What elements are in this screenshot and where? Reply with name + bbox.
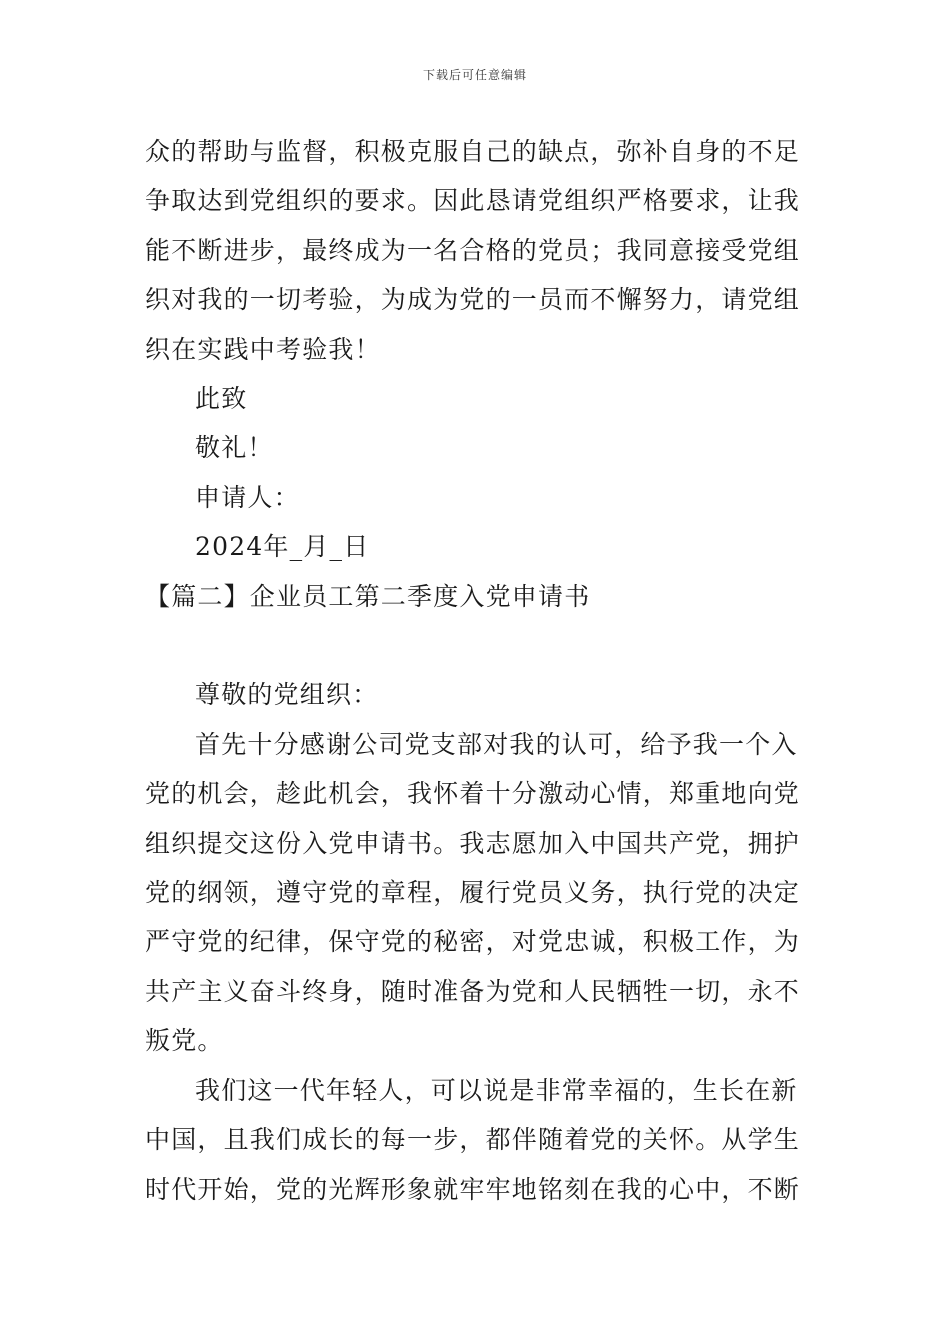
- paragraph-1-line: 严守党的纪律，保守党的秘密，对党忠诚，积极工作，为: [145, 927, 801, 957]
- paragraph-1-line: 组织提交这份入党申请书。我志愿加入中国共产党，拥护: [145, 828, 801, 858]
- closing-salutation-1: 此致: [195, 384, 248, 414]
- greeting: 尊敬的党组织：: [195, 680, 379, 710]
- paragraph-1-line: 党的纲领，遵守党的章程，履行党员义务，执行党的决定: [145, 878, 801, 908]
- paragraph-1-line: 叛党。: [145, 1026, 224, 1056]
- blank-line: [145, 621, 807, 670]
- paragraph-1-line: 首先十分感谢公司党支部对我的认可，给予我一个入: [195, 729, 798, 759]
- text-line: 争取达到党组织的要求。因此恳请党组织严格要求，让我: [145, 186, 801, 216]
- text-line: 织在实践中考验我！: [145, 334, 381, 364]
- paragraph-1-line: 党的机会，趁此机会，我怀着十分激动心情，郑重地向党: [145, 779, 801, 809]
- paragraph-2-line: 时代开始，党的光辉形象就牢牢地铭刻在我的心中，不断: [145, 1174, 801, 1204]
- paragraph-2-line: 我们这一代年轻人，可以说是非常幸福的，生长在新: [195, 1075, 798, 1105]
- text-line: 织对我的一切考验，为成为党的一员而不懈努力，请党组: [145, 285, 801, 315]
- date-line: 2024年_月_日: [195, 532, 370, 562]
- text-line: 能不断进步，最终成为一名合格的党员；我同意接受党组: [145, 235, 801, 265]
- page-header-note: 下载后可任意编辑: [422, 68, 527, 82]
- section-title: 【篇二】企业员工第二季度入党申请书: [145, 581, 591, 611]
- document-body: [145, 127, 807, 1214]
- paragraph-2-line: 中国，且我们成长的每一步，都伴随着党的关怀。从学生: [145, 1125, 801, 1155]
- applicant-label: 申请人：: [195, 482, 300, 512]
- text-line: 众的帮助与监督，积极克服自己的缺点，弥补自身的不足: [145, 137, 801, 166]
- paragraph-1-line: 共产主义奋斗终身，随时准备为党和人民牺牲一切，永不: [145, 976, 801, 1006]
- closing-salutation-2: 敬礼！: [195, 433, 274, 463]
